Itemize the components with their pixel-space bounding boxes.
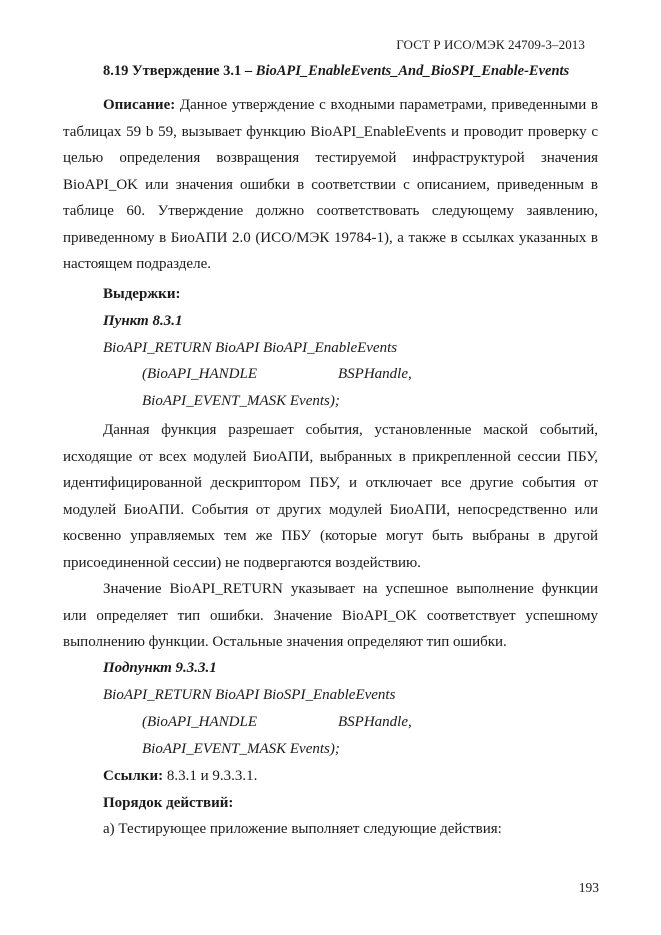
function-description-paragraph: Данная функция разрешает события, установленные маской событий, исходящие от всех модулей БиоАПИ, выбранных в прикрепленной сессии ПБУ, идентифицированной дескриптором ПБУ, и отключает все другие события от модулей БиоАПИ. События от других модулей БиоАПИ, непосредственно или косвенно управляемых тем же ПБУ (которые могут быть выбраны в другой присоединенной сессии) не подвергаются воздействию. — [63, 422, 598, 571]
clause2-label: Подпункт 9.3.3.1 — [103, 660, 217, 676]
description-text: Данное утверждение с входными параметрами, приведенными в таблицах 59 b 59, вызывает функцию BioAPI_EnableEvents и проводит проверку с целью определения возвращения тестируемой инфраструктурой значения BioAPI_OK или значения ошибки в соответствии с описанием, приведенным в таблице 60. Утверждение должно соответствовать следующему заявлению, приведенному в БиоАПИ 2.0 (ИСО/МЭК 19784-1), а также в ссылках указанных в настоящем подразделе. — [63, 97, 598, 272]
clause1-label: Пункт 8.3.1 — [103, 313, 183, 329]
document-header: ГОСТ Р ИСО/МЭК 24709-3–2013 — [396, 37, 585, 52]
clause1-param1-type: (BioAPI_HANDLE — [142, 366, 257, 382]
section-number: 8.19 Утверждение 3.1 – — [103, 63, 256, 79]
references-text: 8.3.1 и 9.3.3.1. — [163, 768, 258, 784]
clause2-param2: BioAPI_EVENT_MASK Events); — [142, 741, 340, 757]
clause2-param1-type: (BioAPI_HANDLE — [142, 714, 257, 730]
excerpts-label: Выдержки: — [103, 286, 181, 302]
references-line — [103, 768, 257, 785]
return-value-paragraph: Значение BioAPI_RETURN указывает на успешное выполнение функции или определяет тип ошибки. Значение BioAPI_OK соответствует успешному выполнению функции. Остальные значения определяют тип ошибки. — [63, 581, 598, 650]
clause2-param1-name: BSPHandle, — [338, 714, 412, 730]
page-number: 193 — [578, 880, 599, 895]
clause1-signature: BioAPI_RETURN BioAPI BioAPI_EnableEvents — [103, 340, 398, 356]
procedure-step-a: а) Тестирующее приложение выполняет следующие действия: — [103, 821, 502, 837]
section-name: BioAPI_EnableEvents_And_BioSPI_Enable-Events — [255, 63, 570, 79]
clause1-param2: BioAPI_EVENT_MASK Events); — [142, 393, 340, 409]
clause2-signature: BioAPI_RETURN BioAPI BioSPI_EnableEvents — [103, 687, 396, 703]
clause1-param1-name: BSPHandle, — [338, 366, 412, 382]
procedure-label: Порядок действий: — [103, 795, 234, 811]
description-paragraph — [63, 92, 598, 278]
section-title — [103, 63, 569, 80]
description-label: Описание: — [103, 97, 176, 113]
references-label: Ссылки: — [103, 768, 164, 784]
